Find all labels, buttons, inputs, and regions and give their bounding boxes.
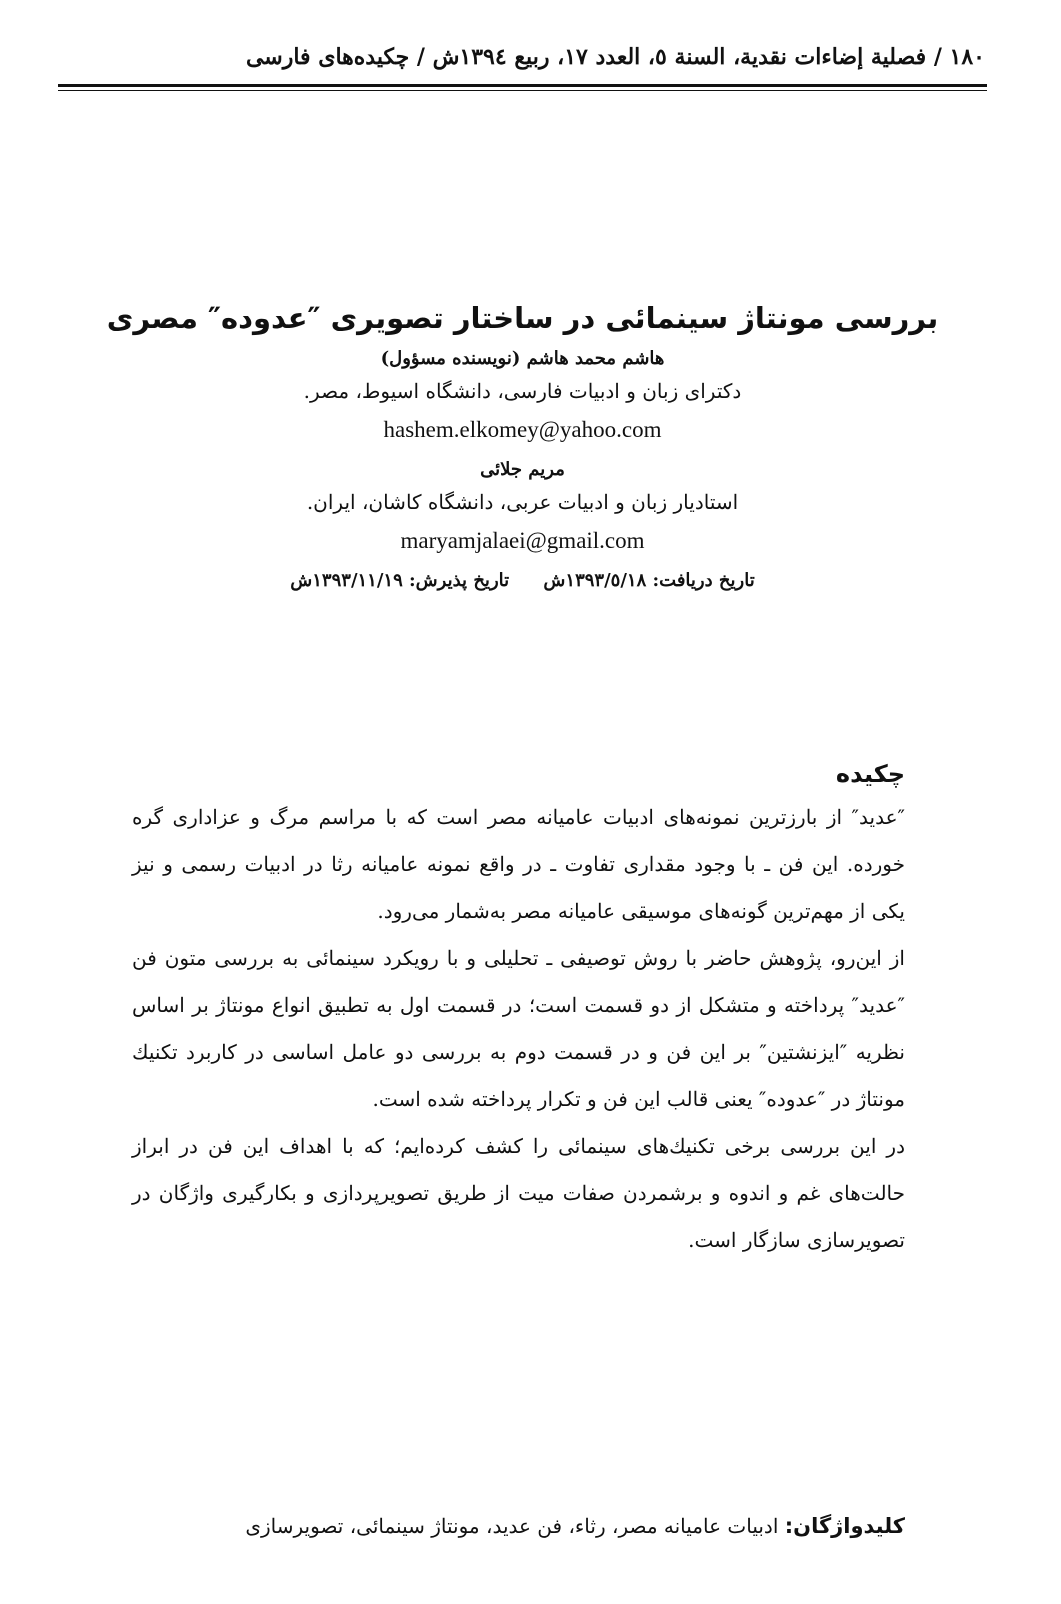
abstract-paragraph-3: در اين بررسى برخى تكنيك‌هاى سينمائى را كشف كرده‌ايم؛ كه با اهداف اين فن در ابراز حالت‌هاى غم و اندوه و برشمردن صفات ميت از طريق تصويرپردازى و بكارگيرى واژگان در تصويرسازى سازگار است.: [132, 1134, 905, 1252]
running-header: ١٨٠ / فصلية إضاءات نقدية، السنة ٥، العدد ١٧، ربيع ١٣٩٤ش / چكيده‌هاى فارسى: [245, 44, 985, 70]
accepted-date: تاريخ پذيرش: ١٣٩٣/١١/١٩ش: [290, 569, 510, 591]
author-1-name: هاشم محمد هاشم (نويسنده مسؤول): [380, 347, 665, 369]
received-date: تاريخ دريافت: ١٣٩٣/٥/١٨ش: [543, 569, 755, 591]
paper-title: بررسی مونتاژ سینمائی در ساختار تصویری ″عدوده″ مصری: [106, 301, 939, 335]
author-1-affiliation: دكتراى زبان و ادبيات فارسى، دانشگاه اسيوط، مصر.: [303, 378, 742, 403]
keywords: [132, 1514, 905, 1538]
author-2-affiliation: استاديار زبان و ادبيات عربى، دانشگاه كاشان، ايران.: [306, 489, 739, 514]
keywords-label: كليدواژگان:: [784, 1514, 905, 1538]
author-2-name: مريم جلائى: [480, 458, 565, 480]
submission-dates: [60, 570, 985, 591]
author-1-email[interactable]: hashem.elkomey@yahoo.com: [383, 416, 662, 442]
header-rule-thin: [58, 90, 987, 91]
abstract-paragraph-1: ″عديد″ از بارزترين نمونه‌هاى ادبيات عاميانه مصر است كه با مراسم مرگ و عزادارى گره خورده. اين فن ـ با وجود مقدارى تفاوت ـ در واقع نمونه عاميانه رثا در ادبيات رسمى و نيز يكى از مهم‌ترين گونه‌هاى موسيقى عاميانه مصر به‌شمار مى‌رود.: [132, 805, 905, 923]
header-rule: [58, 84, 987, 87]
abstract: [132, 760, 905, 1264]
keywords-list: ادبيات عاميانه مصر، رثاء، فن عديد، مونتاژ سينمائى، تصويرسازى: [245, 1514, 779, 1538]
abstract-heading: چكيده: [835, 760, 905, 788]
author-2-email[interactable]: maryamjalaei@gmail.com: [400, 527, 645, 553]
title-block: [60, 300, 985, 591]
abstract-paragraph-2: از اين‌رو، پژوهش حاضر با روش توصيفى ـ تحليلى و با رويكرد سينمائى به بررسى متون فن ″عديد″ پرداخته و متشكل از دو قسمت است؛ در قسمت اول به تطبيق انواع مونتاژ بر اساس نظريه ″ايزنشتين″ بر اين فن و در قسمت دوم به بررسى دو عامل اساسى در كاربرد تكنيك مونتاژ در ″عدوده″ يعنى قالب اين فن و تكرار پرداخته شده است.: [132, 946, 905, 1111]
